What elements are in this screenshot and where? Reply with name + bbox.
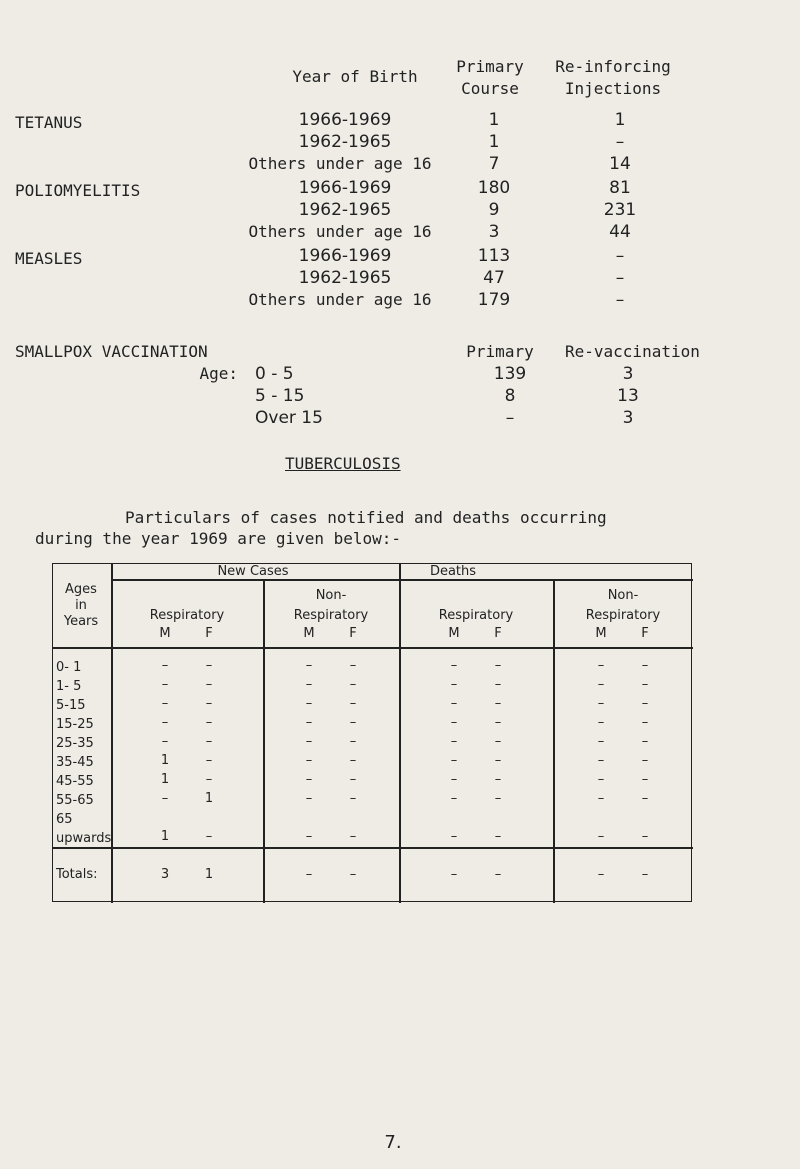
table-value-cell: – <box>641 753 649 768</box>
age-band-cell: 25-35 <box>56 736 94 751</box>
reinforcing-cell: 231 <box>603 200 637 220</box>
reinforcing-cell: – <box>615 268 625 288</box>
smallpox-primary-cell: 139 <box>493 364 527 384</box>
year-of-birth-cell: 1962-1965 <box>298 132 392 152</box>
table-value-cell: – <box>349 829 357 844</box>
table-value-cell: – <box>305 677 313 692</box>
totals-value-cell: – <box>641 867 649 882</box>
year-of-birth-header: Year of Birth <box>292 67 418 86</box>
table-value-cell: – <box>641 677 649 692</box>
year-of-birth-cell: Others under age 16 <box>248 290 432 309</box>
table-rule <box>263 579 265 903</box>
reinforcing-cell: – <box>615 290 625 310</box>
primary-course-header: Primary <box>456 57 524 76</box>
table-value-cell: – <box>450 677 458 692</box>
respiratory-header: Respiratory <box>438 608 514 623</box>
primary-course-cell: 1 <box>488 132 500 152</box>
reinforcing-header-2: Injections <box>564 79 662 98</box>
table-value-cell: – <box>494 715 502 730</box>
tuberculosis-paragraph-line1: Particulars of cases notified and deaths occurring <box>125 508 607 527</box>
age-band-cell: 55-65 <box>56 793 94 808</box>
age-band-cell: 1- 5 <box>56 679 82 694</box>
table-value-cell: – <box>494 696 502 711</box>
year-of-birth-cell: Others under age 16 <box>248 154 432 173</box>
age-band-cell: 15-25 <box>56 717 94 732</box>
primary-course-cell: 47 <box>483 268 505 288</box>
table-value-cell: – <box>305 696 313 711</box>
reinforcing-cell: – <box>615 246 625 266</box>
table-value-cell: – <box>305 734 313 749</box>
table-value-cell: – <box>597 791 605 806</box>
table-value-cell: – <box>450 658 458 673</box>
primary-course-cell: 113 <box>477 246 511 266</box>
male-subheader: M <box>595 626 607 641</box>
table-value-cell: – <box>641 696 649 711</box>
smallpox-age-cell: 5 - 15 <box>255 386 305 406</box>
table-rule <box>111 564 113 903</box>
smallpox-primary-header: Primary <box>466 342 534 361</box>
table-value-cell: – <box>597 696 605 711</box>
table-rule <box>53 647 693 649</box>
table-value-cell: 1 <box>160 829 170 844</box>
table-value-cell: – <box>450 791 458 806</box>
totals-value-cell: – <box>450 867 458 882</box>
female-subheader: F <box>494 626 502 641</box>
table-value-cell: 1 <box>160 772 170 787</box>
table-value-cell: – <box>450 715 458 730</box>
table-rule <box>111 579 693 581</box>
table-value-cell: – <box>161 734 169 749</box>
new-cases-header: New Cases <box>217 564 289 579</box>
table-value-cell: – <box>349 658 357 673</box>
tuberculosis-heading: TUBERCULOSIS <box>285 454 401 473</box>
table-value-cell: – <box>641 715 649 730</box>
totals-value-cell: 3 <box>160 867 170 882</box>
table-value-cell: – <box>161 677 169 692</box>
table-value-cell: – <box>349 734 357 749</box>
table-value-cell: – <box>494 829 502 844</box>
non-respiratory-header: Non- <box>607 588 639 603</box>
table-value-cell: – <box>641 791 649 806</box>
non-respiratory-header: Non- <box>315 588 347 603</box>
smallpox-revacc-cell: 13 <box>617 386 639 406</box>
deaths-header: Deaths <box>429 564 477 579</box>
smallpox-age-cell: 0 - 5 <box>255 364 294 384</box>
table-rule <box>553 579 555 903</box>
reinforcing-cell: 81 <box>609 178 631 198</box>
age-band-cell: 5-15 <box>56 698 86 713</box>
table-value-cell: – <box>161 658 169 673</box>
table-value-cell: 1 <box>160 753 170 768</box>
table-value-cell: – <box>161 791 169 806</box>
female-subheader: F <box>349 626 357 641</box>
table-value-cell: – <box>450 753 458 768</box>
reinforcing-header: Re-inforcing <box>555 57 671 76</box>
table-value-cell: – <box>205 734 213 749</box>
year-of-birth-cell: 1962-1965 <box>298 268 392 288</box>
table-value-cell: – <box>305 772 313 787</box>
non-respiratory-header-2: Respiratory <box>293 608 369 623</box>
table-value-cell: – <box>450 772 458 787</box>
age-band-cell: 0- 1 <box>56 660 82 675</box>
year-of-birth-cell: Others under age 16 <box>248 222 432 241</box>
table-value-cell: – <box>641 772 649 787</box>
totals-label: Totals: <box>56 867 98 882</box>
table-value-cell: – <box>305 715 313 730</box>
table-value-cell: – <box>349 715 357 730</box>
reinforcing-cell: 1 <box>614 110 626 130</box>
tuberculosis-paragraph-line2: during the year 1969 are given below:- <box>35 529 402 548</box>
table-value-cell: – <box>597 677 605 692</box>
totals-value-cell: 1 <box>204 867 214 882</box>
table-value-cell: – <box>205 696 213 711</box>
table-value-cell: – <box>494 753 502 768</box>
male-subheader: M <box>303 626 315 641</box>
year-of-birth-cell: 1966-1969 <box>298 246 392 266</box>
table-value-cell: – <box>349 696 357 711</box>
table-value-cell: – <box>597 715 605 730</box>
age-band-cell: 65 upwards <box>56 812 112 846</box>
table-value-cell: – <box>161 715 169 730</box>
table-value-cell: – <box>450 734 458 749</box>
reinforcing-cell: 14 <box>609 154 631 174</box>
totals-value-cell: – <box>349 867 357 882</box>
table-value-cell: – <box>597 658 605 673</box>
primary-course-cell: 1 <box>488 110 500 130</box>
table-value-cell: – <box>349 753 357 768</box>
disease-label: MEASLES <box>15 249 83 268</box>
table-value-cell: – <box>349 677 357 692</box>
table-value-cell: – <box>349 791 357 806</box>
female-subheader: F <box>205 626 213 641</box>
disease-label: TETANUS <box>15 113 83 132</box>
table-value-cell: – <box>305 829 313 844</box>
table-value-cell: – <box>205 677 213 692</box>
table-value-cell: – <box>450 696 458 711</box>
table-value-cell: – <box>494 772 502 787</box>
table-value-cell: – <box>641 829 649 844</box>
respiratory-header: Respiratory <box>149 608 225 623</box>
non-respiratory-header-2: Respiratory <box>585 608 661 623</box>
reinforcing-cell: 44 <box>609 222 631 242</box>
table-rule <box>53 847 693 849</box>
male-subheader: M <box>159 626 171 641</box>
table-value-cell: – <box>494 658 502 673</box>
totals-value-cell: – <box>597 867 605 882</box>
table-value-cell: – <box>305 753 313 768</box>
table-value-cell: – <box>305 658 313 673</box>
tuberculosis-table <box>52 563 692 902</box>
smallpox-title: SMALLPOX VACCINATION <box>15 342 208 361</box>
smallpox-age-cell: Over 15 <box>255 408 323 428</box>
primary-course-cell: 179 <box>477 290 511 310</box>
table-value-cell: – <box>205 658 213 673</box>
table-value-cell: – <box>305 791 313 806</box>
table-value-cell: – <box>641 658 649 673</box>
table-rule <box>399 564 401 903</box>
table-value-cell: – <box>597 753 605 768</box>
age-band-cell: 35-45 <box>56 755 94 770</box>
table-value-cell: – <box>161 696 169 711</box>
primary-course-cell: 3 <box>488 222 500 242</box>
year-of-birth-cell: 1966-1969 <box>298 178 392 198</box>
primary-course-cell: 180 <box>477 178 511 198</box>
table-value-cell: – <box>349 772 357 787</box>
table-value-cell: – <box>597 734 605 749</box>
table-value-cell: – <box>205 772 213 787</box>
table-value-cell: – <box>494 677 502 692</box>
smallpox-revacc-header: Re-vaccination <box>565 342 700 361</box>
reinforcing-cell: – <box>615 132 625 152</box>
table-value-cell: 1 <box>204 791 214 806</box>
primary-course-cell: 7 <box>488 154 500 174</box>
age-prefix-label: Age: <box>199 364 238 383</box>
table-value-cell: – <box>597 829 605 844</box>
table-value-cell: – <box>205 715 213 730</box>
table-value-cell: – <box>641 734 649 749</box>
smallpox-revacc-cell: 3 <box>622 364 634 384</box>
age-band-cell: 45-55 <box>56 774 94 789</box>
table-value-cell: – <box>494 734 502 749</box>
smallpox-revacc-cell: 3 <box>622 408 634 428</box>
year-of-birth-cell: 1966-1969 <box>298 110 392 130</box>
ages-in-years-header: Ages in Years <box>63 582 99 629</box>
table-value-cell: – <box>205 829 213 844</box>
table-value-cell: – <box>494 791 502 806</box>
primary-course-cell: 9 <box>488 200 500 220</box>
disease-label: POLIOMYELITIS <box>15 181 141 200</box>
smallpox-primary-cell: 8 <box>504 386 516 406</box>
smallpox-primary-cell: – <box>505 408 515 428</box>
table-value-cell: – <box>597 772 605 787</box>
year-of-birth-cell: 1962-1965 <box>298 200 392 220</box>
totals-value-cell: – <box>494 867 502 882</box>
male-subheader: M <box>448 626 460 641</box>
primary-course-header-2: Course <box>461 79 519 98</box>
table-value-cell: – <box>450 829 458 844</box>
totals-value-cell: – <box>305 867 313 882</box>
female-subheader: F <box>641 626 649 641</box>
table-value-cell: – <box>205 753 213 768</box>
page-number: 7. <box>384 1132 402 1153</box>
